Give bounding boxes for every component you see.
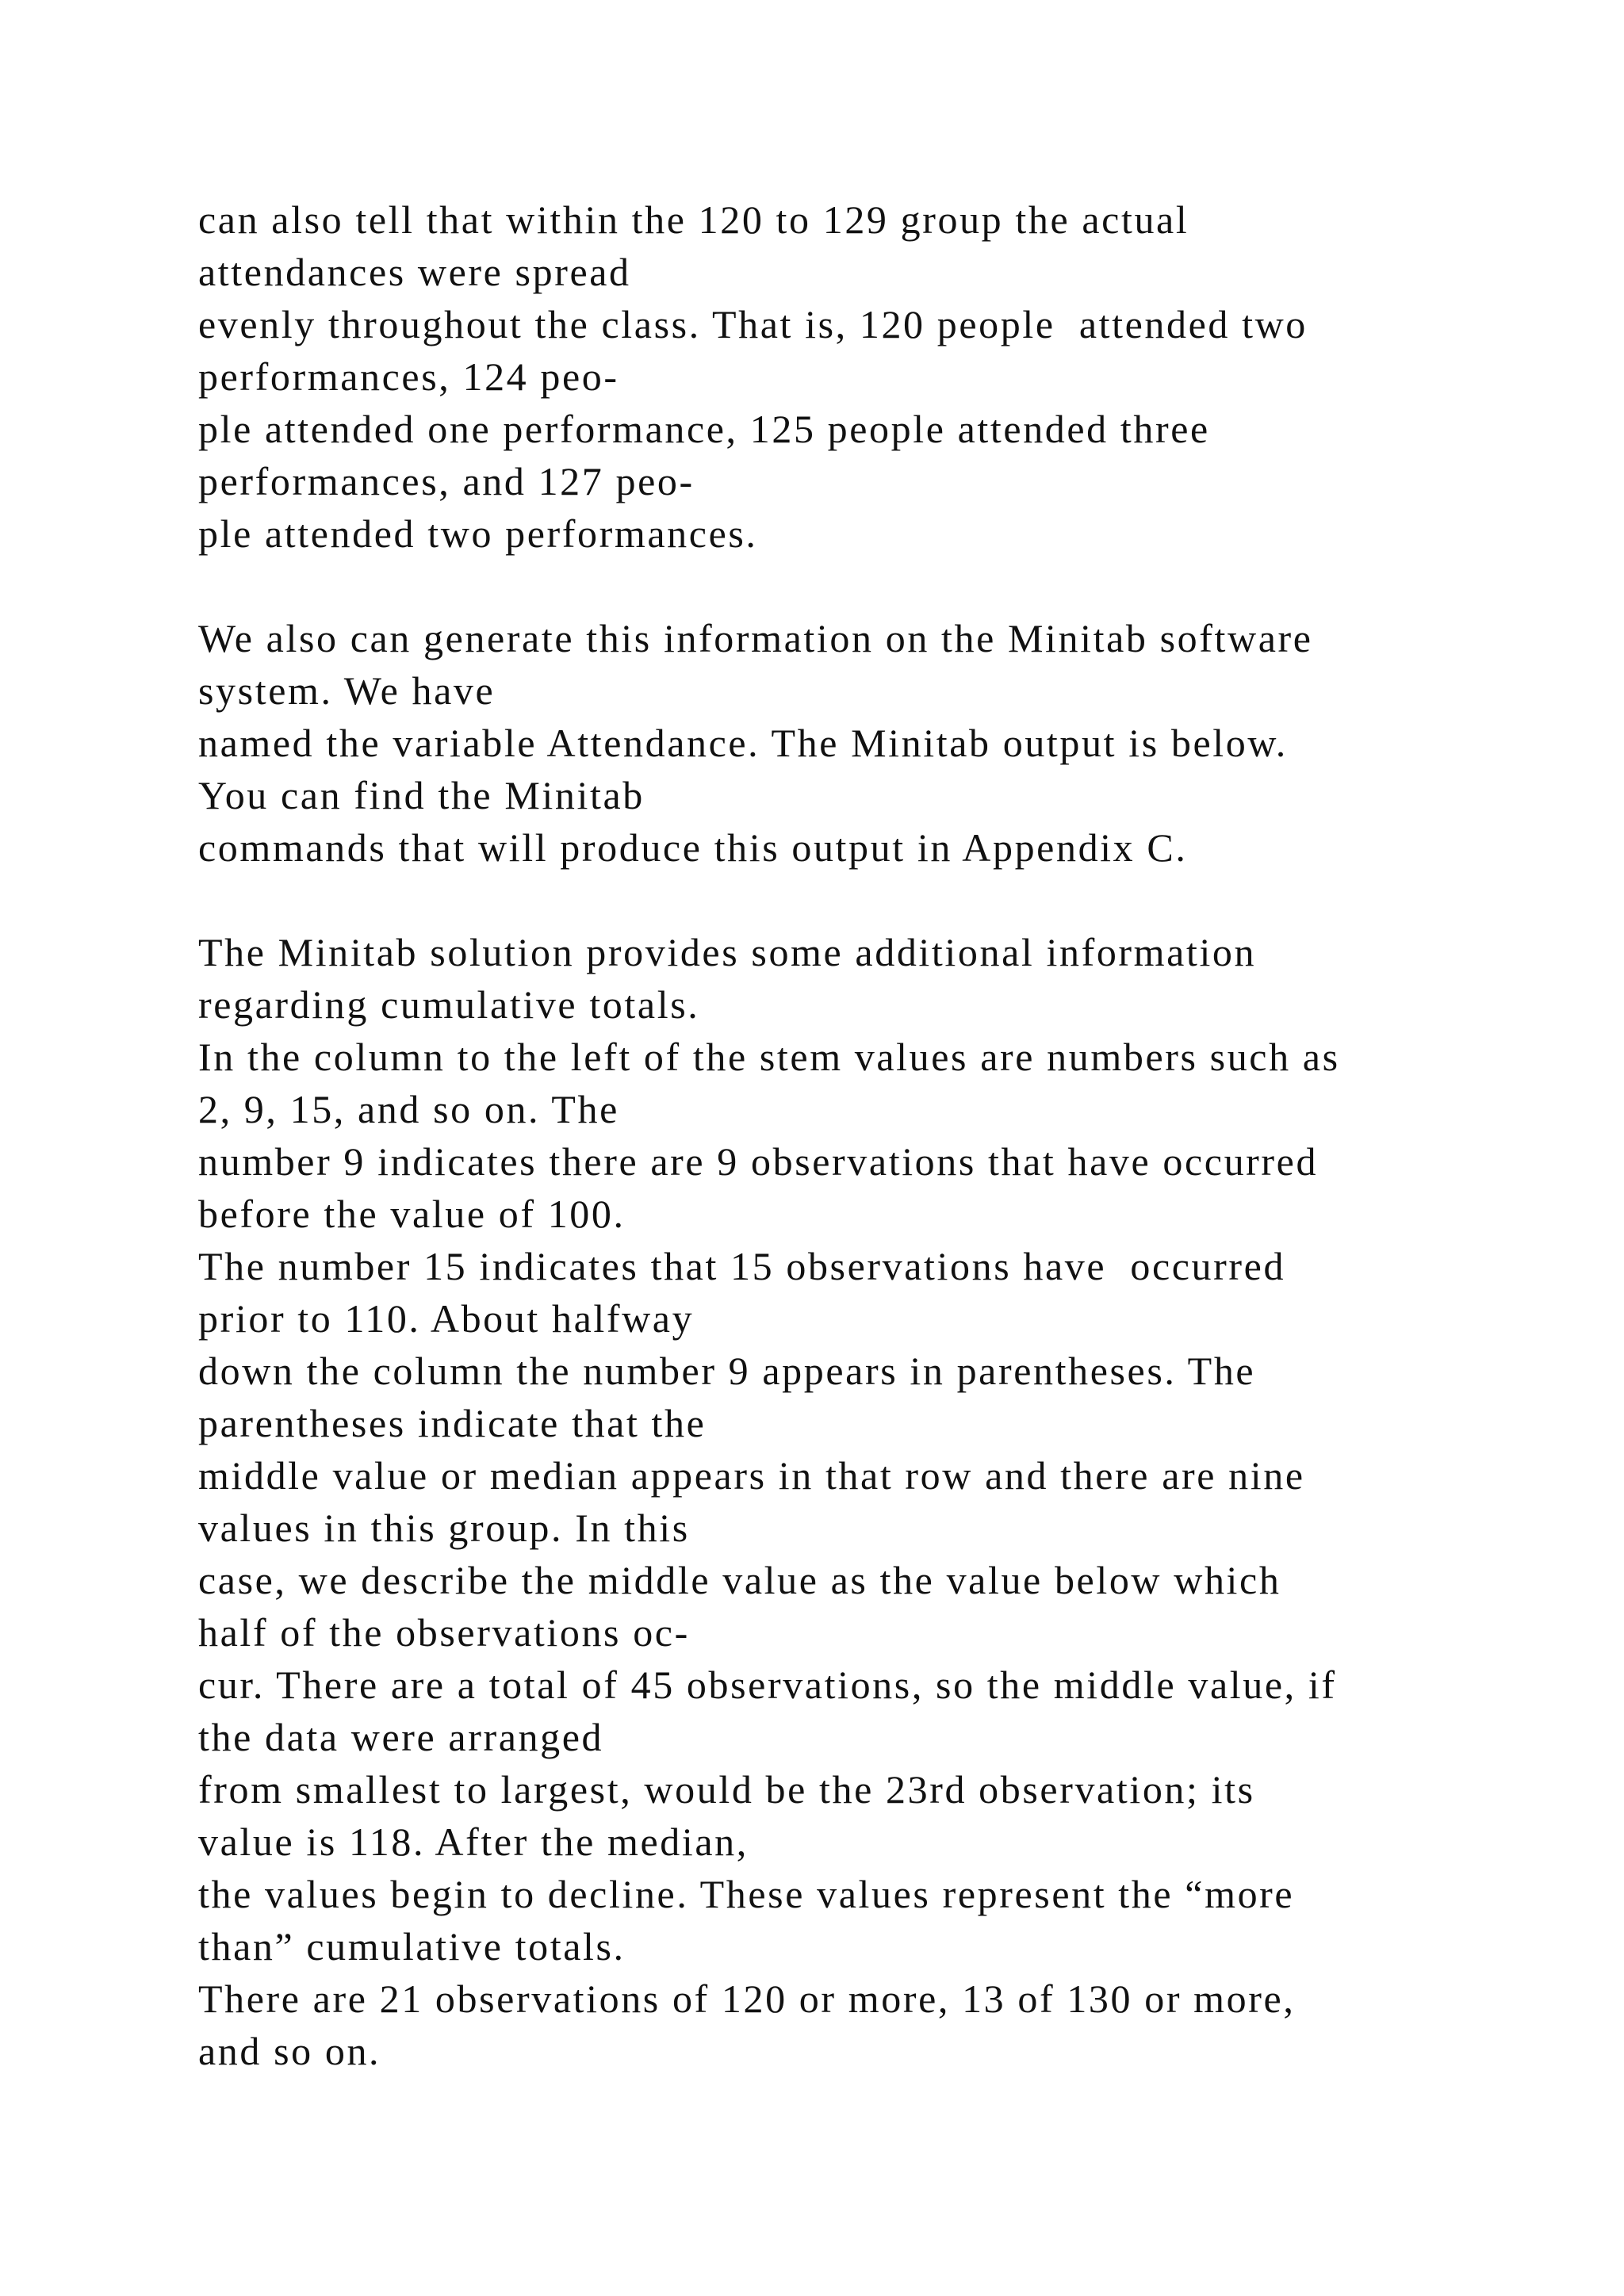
text-line: evenly throughout the class. That is, 120 people attended two [198, 302, 1308, 346]
text-line: system. We have [198, 668, 496, 713]
text-line: number 9 indicates there are 9 observations that have occurred [198, 1139, 1319, 1184]
text-line: 2, 9, 15, and so on. The [198, 1087, 619, 1131]
text-line: cur. There are a total of 45 observations, so the middle value, if [198, 1663, 1337, 1707]
body-text [198, 193, 1546, 2077]
text-line: the values begin to decline. These values represent the “more [198, 1872, 1295, 1916]
text-line: case, we describe the middle value as the value below which [198, 1558, 1281, 1602]
text-line: from smallest to largest, would be the 23rd observation; its [198, 1767, 1255, 1812]
text-line: ple attended two performances. [198, 511, 758, 556]
text-line: down the column the number 9 appears in parentheses. The [198, 1349, 1256, 1393]
paragraph-1 [198, 193, 1546, 560]
text-line: named the variable Attendance. The Minitab output is below. [198, 721, 1288, 765]
text-line: regarding cumulative totals. [198, 982, 700, 1027]
text-line: and so on. [198, 2029, 381, 2073]
text-line: performances, and 127 peo- [198, 459, 695, 503]
text-line: middle value or median appears in that row and there are nine [198, 1453, 1305, 1498]
text-line: You can find the Minitab [198, 773, 645, 817]
text-line: The Minitab solution provides some additional information [198, 930, 1257, 974]
text-line: parentheses indicate that the [198, 1401, 707, 1445]
text-line: can also tell that within the 120 to 129 group the actual [198, 197, 1189, 242]
text-line: attendances were spread [198, 250, 631, 294]
paragraph-spacer [198, 874, 1546, 926]
paragraph-spacer [198, 560, 1546, 612]
text-line: half of the observations oc- [198, 1610, 690, 1655]
text-line: prior to 110. About halfway [198, 1296, 695, 1341]
text-line: In the column to the left of the stem values are numbers such as [198, 1035, 1340, 1079]
text-line: performances, 124 peo- [198, 354, 619, 399]
text-line: We also can generate this information on the Minitab software [198, 616, 1313, 660]
text-line: than” cumulative totals. [198, 1924, 626, 1969]
text-line: commands that will produce this output in Appendix C. [198, 825, 1188, 870]
text-line: value is 118. After the median, [198, 1820, 749, 1864]
paragraph-3 [198, 926, 1546, 2077]
text-line: before the value of 100. [198, 1192, 626, 1236]
text-line: values in this group. In this [198, 1506, 690, 1550]
text-line: ple attended one performance, 125 people attended three [198, 407, 1210, 451]
text-line: The number 15 indicates that 15 observations have occurred [198, 1244, 1286, 1288]
text-line: the data were arranged [198, 1715, 604, 1759]
paragraph-2 [198, 612, 1546, 874]
text-line: There are 21 observations of 120 or more, 13 of 130 or more, [198, 1976, 1296, 2021]
